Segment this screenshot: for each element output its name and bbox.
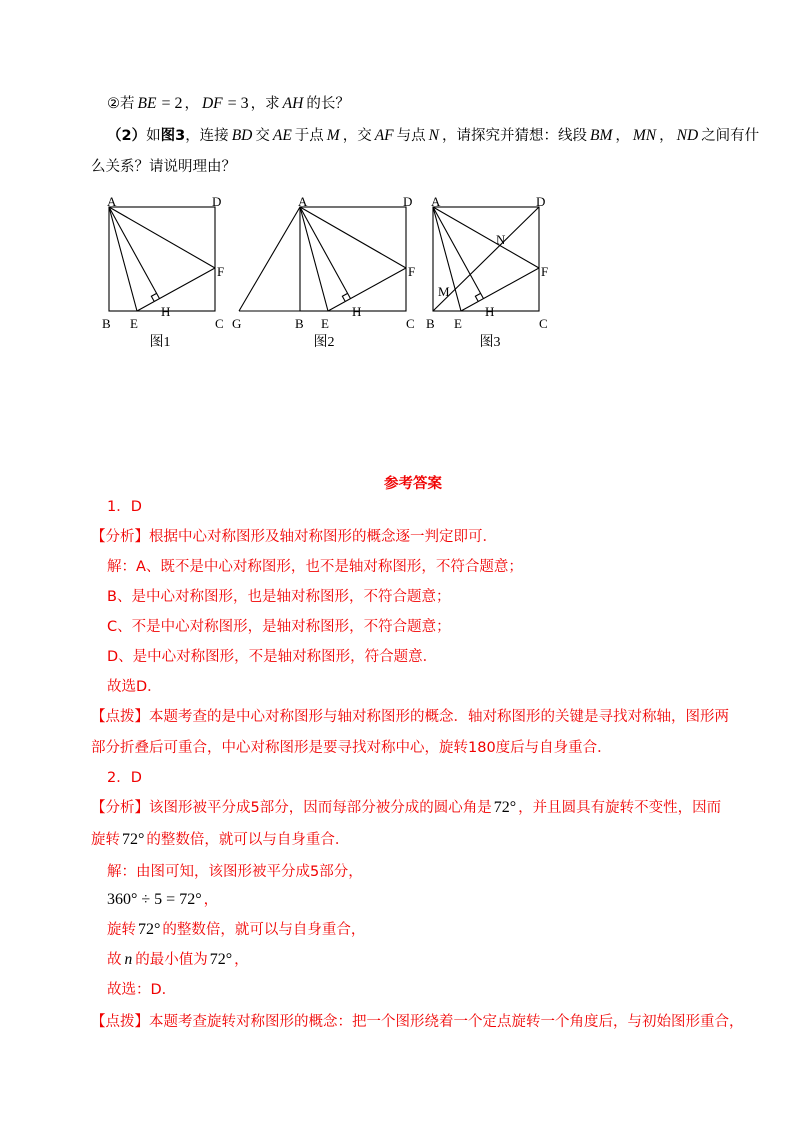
question-part-number: （2） (107, 128, 147, 144)
figure-1-label-h: H (161, 304, 171, 319)
figure-2-segment-ag (239, 207, 300, 311)
math-mn: MN (632, 127, 657, 144)
figure-3-label-h: H (485, 304, 495, 319)
answer-text: B、是中心对称图形，也是轴对称图形，不符合题意； (107, 589, 451, 605)
answer-2-analysis-line-1 (91, 798, 721, 818)
question-text: ②若 (107, 96, 135, 112)
math-72-degrees: 72° (209, 951, 233, 968)
figure-3-label-b: B (426, 316, 435, 331)
question-text: ，连接 (185, 128, 229, 144)
question-text: 如 (146, 128, 161, 144)
answer-text: 故 (107, 952, 122, 968)
figure-1-label-e: E (130, 316, 138, 331)
question-text: ，请探究并猜想：线段 (442, 128, 587, 144)
math-equation: 360° ÷ 5 = 72° (107, 891, 202, 908)
question-text: 与点 (396, 128, 426, 144)
answer-1-solution-line-3 (107, 617, 451, 637)
answer-text: C、不是中心对称图形，是轴对称图形，不符合题意； (107, 619, 451, 635)
figure-1 (102, 194, 224, 350)
figure-2-segment-af (300, 207, 406, 268)
answer-text: 部分折叠后可重合，中心对称图形是要寻找对称中心，旋转180度后与自身重合． (91, 740, 612, 756)
answer-text: 故选D． (107, 679, 162, 695)
question-text: ，交 (342, 128, 372, 144)
math-n: n (124, 951, 133, 968)
answers-title-text: 参考答案 (384, 476, 442, 492)
answer-2-solution-line-4 (107, 950, 249, 970)
question-text: 于点 (294, 128, 324, 144)
figure-1-label-b: B (102, 316, 111, 331)
answer-2-solution-line-2 (107, 890, 218, 910)
math-be: BE (137, 95, 157, 112)
figure-2-label-h: H (352, 304, 362, 319)
question-text: ， (184, 96, 199, 112)
answer-2-solution-line-1 (107, 862, 363, 882)
figure-2-segment-ae (300, 207, 328, 311)
math-nd: ND (676, 127, 699, 144)
answer-2-header (107, 768, 142, 788)
figure-2-label-b: B (295, 316, 304, 331)
question-text: 之间有什 (701, 128, 760, 144)
figure-3-label-c: C (539, 316, 548, 331)
figure-3-label-d: D (536, 194, 546, 209)
math-ah: AH (282, 95, 304, 112)
figure-2-label-c: C (406, 316, 415, 331)
answer-text: 旋转 (107, 922, 136, 938)
answer-2-solution-line-5 (107, 980, 176, 1000)
answer-text: 解：A、既不是中心对称图形，也不是轴对称图形，不符合题意； (107, 559, 523, 575)
math-72-degrees: 72° (122, 831, 145, 848)
figure-3-caption: 图3 (479, 335, 501, 350)
math-bd: BD (231, 127, 253, 144)
answer-text: 的整数倍，就可以与自身重合， (162, 922, 366, 938)
math-eq-3: = 3 (227, 95, 249, 112)
figure-reference: 图3 (160, 128, 186, 144)
figure-1-segment-af (109, 207, 215, 268)
answer-text: 【点拨】本题考查旋转对称图形的概念：把一个图形绕着一个定点旋转一个角度后，与初始图形重合， (91, 1014, 744, 1030)
math-n: N (428, 127, 439, 144)
math-bm: BM (590, 127, 613, 144)
answer-text: 【分析】该图形被平分成5部分，因而每部分被分成的圆心角是 (91, 800, 492, 816)
figure-2 (232, 194, 415, 350)
figure-3-label-f: F (541, 264, 549, 279)
figure-3 (426, 194, 548, 350)
math-72-degrees: 72° (138, 921, 161, 938)
answer-1-solution-line-2 (107, 587, 450, 607)
answer-text: 的最小值为 (135, 952, 208, 968)
answer-1-header (107, 497, 142, 517)
answers-title (91, 474, 735, 494)
figure-2-segment-ah (300, 207, 351, 299)
answer-text: 旋转 (91, 832, 120, 848)
question-text: 交 (255, 128, 270, 144)
question-text: 么关系？请说明理由？ (91, 159, 236, 175)
answer-text: ， (203, 892, 219, 908)
figure-2-label-a: A (298, 194, 308, 209)
question-text: ， (615, 128, 630, 144)
answer-text: 解：由图可知，该图形被平分成5部分， (107, 864, 363, 880)
figure-1-segment-ef (137, 268, 215, 311)
answer-1-analysis (91, 527, 497, 547)
question-text: ， (659, 128, 674, 144)
figure-2-label-f: F (408, 264, 416, 279)
figure-1-label-f: F (217, 264, 225, 279)
figure-1-segment-ae (109, 207, 137, 311)
question-text: 的长？ (306, 96, 350, 112)
math-m: M (326, 127, 340, 144)
figure-2-caption: 图2 (313, 335, 335, 350)
figure-3-label-e: E (454, 316, 462, 331)
figure-3-label-n: N (496, 232, 506, 247)
answer-1-solution-line-5 (107, 677, 162, 697)
figure-3-label-m: M (438, 284, 450, 299)
answer-text: 1．D (107, 499, 142, 515)
answer-text: 【点拨】本题考查的是中心对称图形与轴对称图形的概念．轴对称图形的关键是寻找对称轴，图形两 (91, 709, 729, 725)
answer-text: ， (234, 952, 249, 968)
answer-2-solution-line-3 (107, 920, 365, 940)
figure-1-segment-ah (109, 207, 160, 299)
answer-text: 【分析】根据中心对称图形及轴对称图形的概念逐一判定即可． (91, 529, 497, 545)
question-text: ，求 (250, 96, 280, 112)
math-ae: AE (272, 127, 292, 144)
figure-2-segment-ef (328, 268, 406, 311)
figure-1-label-a: A (107, 194, 117, 209)
math-af: AF (374, 127, 394, 144)
answer-1-tip-line-2 (91, 738, 612, 758)
answer-1-tip-line-1 (91, 707, 729, 727)
answer-text: 2．D (107, 770, 142, 786)
answer-1-solution-line-1 (107, 557, 523, 577)
geometry-figures (0, 0, 800, 360)
figure-1-label-d: D (212, 194, 222, 209)
figure-3-label-a: A (431, 194, 441, 209)
figure-1-label-c: C (215, 316, 224, 331)
answer-2-tip-line-1 (91, 1012, 744, 1032)
answer-text: 故选：D． (107, 982, 177, 998)
figure-2-label-d: D (403, 194, 413, 209)
answer-text: 的整数倍，就可以与自身重合． (146, 832, 350, 848)
math-72-degrees: 72° (493, 799, 517, 816)
figure-3-segment-ef (461, 268, 539, 311)
answer-1-solution-line-4 (107, 647, 437, 667)
math-eq-2: = 2 (161, 95, 183, 112)
figure-2-label-g: G (232, 316, 242, 331)
math-df: DF (201, 95, 223, 112)
answer-2-analysis-line-2 (91, 830, 349, 850)
figure-1-caption: 图1 (149, 335, 171, 350)
answer-text: D、是中心对称图形，不是轴对称图形，符合题意． (107, 649, 438, 665)
figure-2-label-e: E (321, 316, 329, 331)
answer-text: ，并且圆具有旋转不变性，因而 (518, 800, 722, 816)
